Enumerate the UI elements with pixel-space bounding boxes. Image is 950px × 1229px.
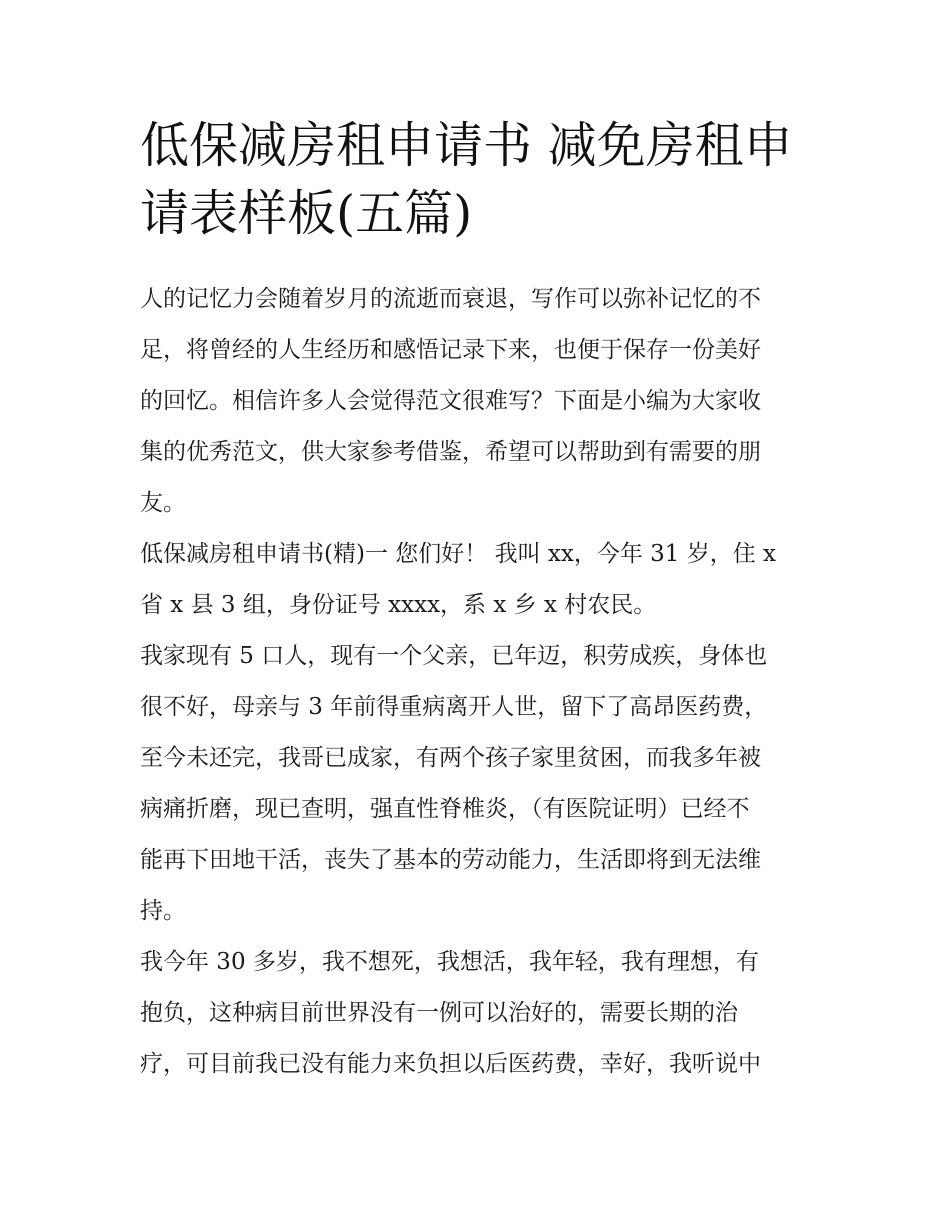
body-line: 我今年 30 多岁，我不想死，我想活，我年轻，我有理想，有 <box>140 949 759 975</box>
body-line: 的回忆。相信许多人会觉得范文很难写？下面是小编为大家收 <box>140 388 761 414</box>
body-line: 持。 <box>140 898 186 924</box>
body-line: 低保减房租申请书(精)一 您们好！ 我叫 xx，今年 31 岁，住 x <box>140 541 776 567</box>
body-line: 友。 <box>140 490 186 516</box>
body-line: 足，将曾经的人生经历和感悟记录下来，也便于保存一份美好 <box>140 337 761 363</box>
body-line: 疗，可目前我已没有能力来负担以后医药费，幸好，我听说中 <box>140 1051 761 1077</box>
document-title <box>140 112 820 248</box>
body-line: 省 x 县 3 组，身份证号 xxxx，系 x 乡 x 村农民。 <box>140 592 657 618</box>
body-line: 我家现有 5 口人，现有一个父亲，已年迈，积劳成疾，身体也 <box>140 643 768 669</box>
body-line: 能再下田地干活，丧失了基本的劳动能力，生活即将到无法维 <box>140 847 761 873</box>
title-line-2: 请表样板(五篇) <box>140 185 473 242</box>
title-line-1: 低保减房租申请书 减免房租申 <box>140 117 793 174</box>
body-line: 病痛折磨，现已查明，强直性脊椎炎，（有医院证明）已经不 <box>140 796 750 822</box>
body-line: 集的优秀范文，供大家参考借鉴，希望可以帮助到有需要的朋 <box>140 439 761 465</box>
body-line: 抱负，这种病目前世界没有一例可以治好的，需要长期的治 <box>140 1000 738 1026</box>
document-body <box>140 274 820 1090</box>
body-line: 很不好，母亲与 3 年前得重病离开人世，留下了高昂医药费， <box>140 694 768 720</box>
body-line: 人的记忆力会随着岁月的流逝而衰退，写作可以弥补记忆的不 <box>140 286 761 312</box>
body-line: 至今未还完，我哥已成家，有两个孩子家里贫困，而我多年被 <box>140 745 761 771</box>
